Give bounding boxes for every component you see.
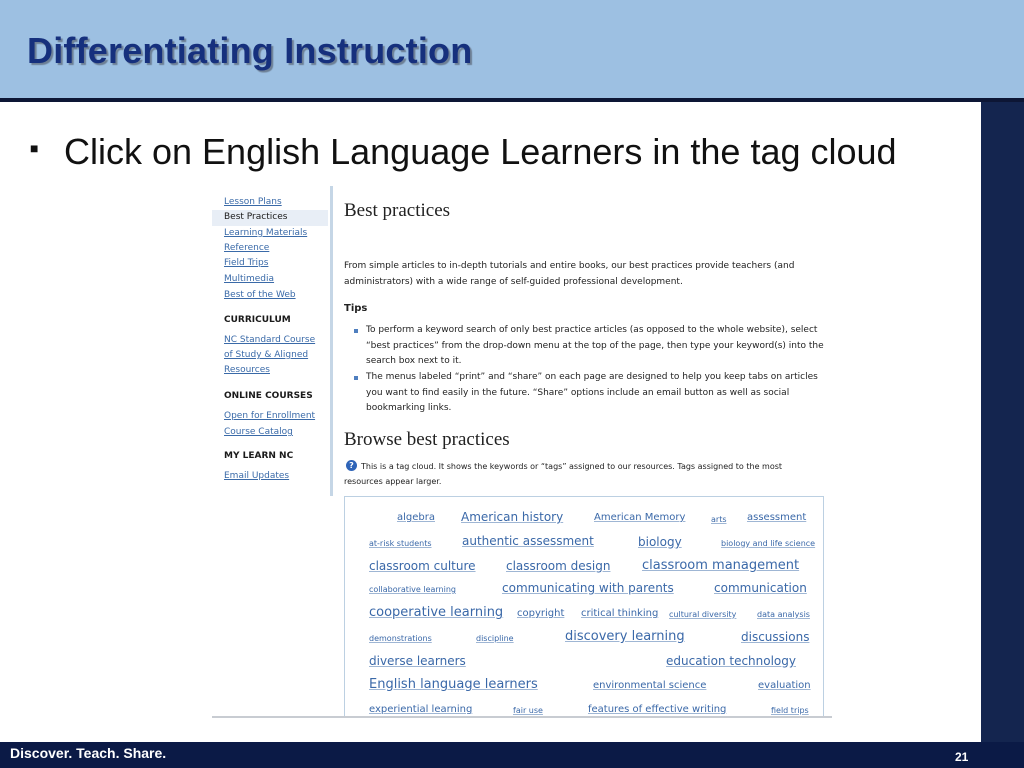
- tag-discovery-learning[interactable]: discovery learning: [565, 629, 685, 644]
- tip-text: To perform a keyword search of only best practice articles (as opposed to the whole website), select “best practices” from the drop-down menu at the top of the page, then type your keyword(s) into the search box next to it.: [366, 325, 824, 366]
- instruction-bullet: Click on English Language Learners in the tag cloud: [64, 131, 897, 172]
- sidebar-link-best-practices[interactable]: [212, 210, 328, 226]
- sidebar-link-open-for-enrollment[interactable]: Open for Enrollment: [224, 411, 316, 421]
- tag-data-analysis[interactable]: data analysis: [757, 610, 810, 619]
- help-icon[interactable]: ?: [346, 460, 357, 471]
- tag-american-memory[interactable]: American Memory: [594, 512, 686, 523]
- tag-evaluation[interactable]: evaluation: [758, 680, 811, 691]
- tag-authentic-assessment[interactable]: authentic assessment: [462, 534, 594, 548]
- bullet-square-icon: [354, 329, 358, 333]
- sidebar-link-resources[interactable]: Resources: [224, 365, 270, 375]
- tip-text: The menus labeled “print” and “share” on each page are designed to help you keep tabs on articles you want to find easily in the future. “Share” options include an email button as well as social bookmarking links.: [366, 372, 818, 413]
- tag-assessment[interactable]: assessment: [747, 512, 807, 523]
- tag-cloud-help-text: This is a tag cloud. It shows the keywords or “tags” assigned to our resources. Tags assigned to the most resources appear larger.: [344, 462, 783, 486]
- sidebar-heading-online-courses: ONLINE COURSES: [224, 391, 313, 401]
- tag-cloud: [344, 496, 824, 718]
- tag-environmental-science[interactable]: environmental science: [593, 680, 707, 691]
- sidebar-link-nc-standard-course[interactable]: NC Standard Course: [224, 335, 316, 345]
- tag-copyright[interactable]: copyright: [517, 608, 565, 619]
- sidebar-heading-curriculum: CURRICULUM: [224, 315, 291, 325]
- sidebar-link-reference[interactable]: Reference: [224, 243, 270, 253]
- sidebar-link-lesson-plans[interactable]: Lesson Plans: [224, 197, 282, 207]
- tag-classroom-management[interactable]: classroom management: [642, 558, 800, 573]
- page-heading: Best practices: [344, 200, 451, 221]
- tag-biology-and-life-science[interactable]: biology and life science: [721, 539, 816, 548]
- tag-discussions[interactable]: discussions: [741, 630, 810, 644]
- bullet-square-icon: [354, 376, 358, 380]
- tips-heading: Tips: [344, 303, 368, 314]
- right-side-strip: [981, 102, 1024, 742]
- sidebar-link-study-aligned[interactable]: of Study & Aligned: [224, 350, 309, 360]
- browse-heading: Browse best practices: [344, 429, 510, 450]
- header-divider: [0, 98, 1024, 102]
- screenshot-bottom-border: [212, 716, 832, 718]
- tag-cooperative-learning[interactable]: cooperative learning: [369, 605, 504, 620]
- tag-education-technology[interactable]: education technology: [666, 654, 796, 668]
- sidebar-selected-label: Best Practices: [224, 212, 288, 222]
- tag-diverse-learners[interactable]: diverse learners: [369, 654, 466, 668]
- tag-communication[interactable]: communication: [714, 581, 807, 595]
- tag-critical-thinking[interactable]: critical thinking: [581, 608, 659, 619]
- sidebar-nav: [212, 186, 333, 496]
- tag-field-trips[interactable]: field trips: [771, 706, 809, 715]
- tag-demonstrations[interactable]: demonstrations: [369, 634, 432, 643]
- tag-algebra[interactable]: algebra: [397, 512, 435, 523]
- tag-classroom-culture[interactable]: classroom culture: [369, 559, 476, 573]
- slide-title: Differentiating Instruction: [27, 30, 473, 71]
- tag-arts[interactable]: arts: [711, 515, 727, 524]
- tag-classroom-design[interactable]: classroom design: [506, 559, 611, 573]
- tag-experiential-learning[interactable]: experiential learning: [369, 704, 473, 715]
- tag-english-language-learners[interactable]: English language learners: [369, 677, 538, 692]
- website-screenshot: [212, 186, 832, 718]
- tag-at-risk-students[interactable]: at-risk students: [369, 539, 432, 548]
- bullet-square-icon: ■: [30, 140, 39, 156]
- sidebar-link-best-of-the-web[interactable]: Best of the Web: [224, 290, 296, 300]
- sidebar-link-field-trips[interactable]: Field Trips: [224, 258, 269, 268]
- page-number: 21: [955, 750, 969, 764]
- tag-collaborative-learning[interactable]: collaborative learning: [369, 585, 456, 594]
- tag-features-of-effective-writing[interactable]: features of effective writing: [588, 704, 727, 715]
- tag-cultural-diversity[interactable]: cultural diversity: [669, 610, 737, 619]
- sidebar-link-course-catalog[interactable]: Course Catalog: [224, 427, 293, 437]
- tag-discipline[interactable]: discipline: [476, 634, 514, 643]
- tag-american-history[interactable]: American history: [461, 510, 564, 524]
- footer-tagline: Discover. Teach. Share.: [10, 745, 167, 761]
- sidebar-link-multimedia[interactable]: Multimedia: [224, 274, 275, 284]
- tag-fair-use[interactable]: fair use: [513, 706, 543, 715]
- sidebar-heading-my-learn-nc: MY LEARN NC: [224, 451, 294, 461]
- tag-communicating-with-parents[interactable]: communicating with parents: [502, 581, 674, 595]
- sidebar-link-email-updates[interactable]: Email Updates: [224, 471, 290, 481]
- tag-biology[interactable]: biology: [638, 535, 682, 549]
- sidebar-link-learning-materials[interactable]: Learning Materials: [224, 228, 308, 238]
- intro-paragraph: From simple articles to in-depth tutorials and entire books, our best practices provide teachers (and administrators) with a wide range of self-guided professional development.: [344, 261, 795, 287]
